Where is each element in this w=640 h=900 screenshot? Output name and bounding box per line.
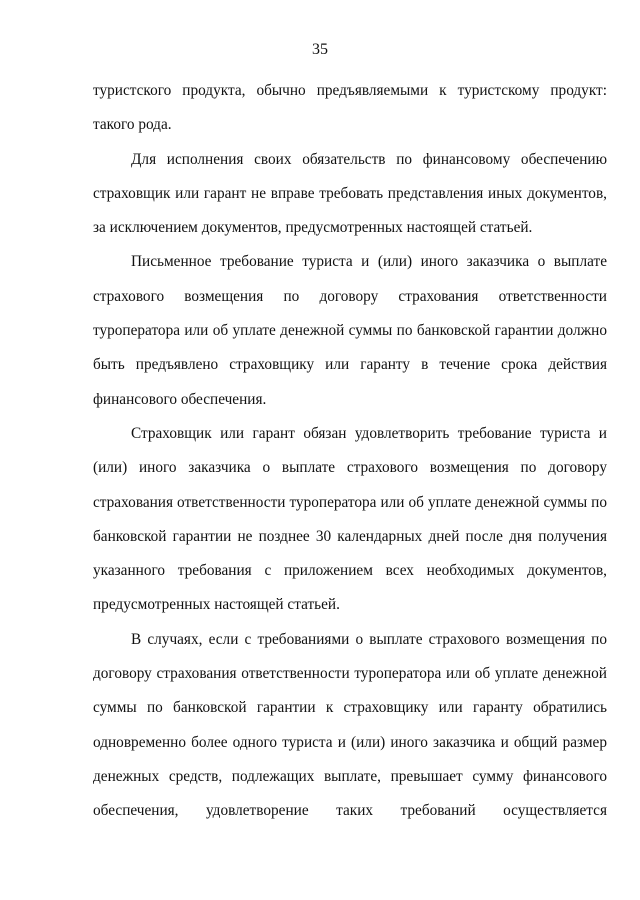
paragraph-line: страхования ответственности туроператора или об уплате денежной суммы по [93, 493, 607, 511]
paragraph-line: обеспечения, удовлетворение таких требований осуществляется [93, 802, 607, 820]
paragraph-line: быть предъявлено страховщику или гаранту в течение срока действия [93, 356, 607, 374]
paragraph-line: туристского продукта, обычно предъявляемыми к туристскому продукт: [93, 82, 607, 99]
paragraph-line: суммы по банковской гарантии к страховщику или гаранту обратились [93, 699, 607, 717]
paragraph-line: Письменное требование туриста и (или) иного заказчика о выплате [131, 253, 607, 271]
paragraph-line: финансового обеспечения. [93, 390, 267, 408]
body-text [93, 74, 607, 829]
paragraph-5 [93, 623, 607, 829]
paragraph-4 [93, 417, 607, 623]
paragraph-line: Страховщик или гарант обязан удовлетворить требование туриста и [131, 424, 607, 442]
paragraph-line: страхового возмещения по договору страхования ответственности [93, 287, 607, 305]
paragraph-line: денежных средств, подлежащих выплате, превышает сумму финансового [93, 767, 607, 785]
paragraph-line: страховщик или гарант не вправе требовать представления иных документов, [93, 184, 607, 202]
paragraph-2 [93, 143, 607, 246]
paragraph-line: банковской гарантии не позднее 30 календарных дней после дня получения [93, 527, 607, 545]
paragraph-1 [93, 74, 607, 143]
paragraph-3 [93, 245, 607, 416]
paragraph-line: одновременно более одного туриста и (или) иного заказчика и общий размер [93, 733, 607, 751]
paragraph-line: за исключением документов, предусмотренных настоящей статьей. [93, 219, 533, 237]
paragraph-line: договору страхования ответственности туроператора или об уплате денежной [93, 665, 607, 683]
paragraph-line: предусмотренных настоящей статьей. [93, 596, 340, 614]
paragraph-line: такого рода. [93, 116, 172, 134]
paragraph-line: туроператора или об уплате денежной суммы по банковской гарантии должно [93, 322, 607, 340]
paragraph-line: В случаях, если с требованиями о выплате страхового возмещения по [131, 630, 607, 648]
paragraph-line: (или) иного заказчика о выплате страхового возмещения по договору [93, 459, 607, 477]
page-number: 35 [312, 41, 328, 58]
paragraph-line: Для исполнения своих обязательств по финансовому обеспечению [131, 150, 607, 168]
paragraph-line: указанного требования с приложением всех необходимых документов, [93, 562, 607, 580]
